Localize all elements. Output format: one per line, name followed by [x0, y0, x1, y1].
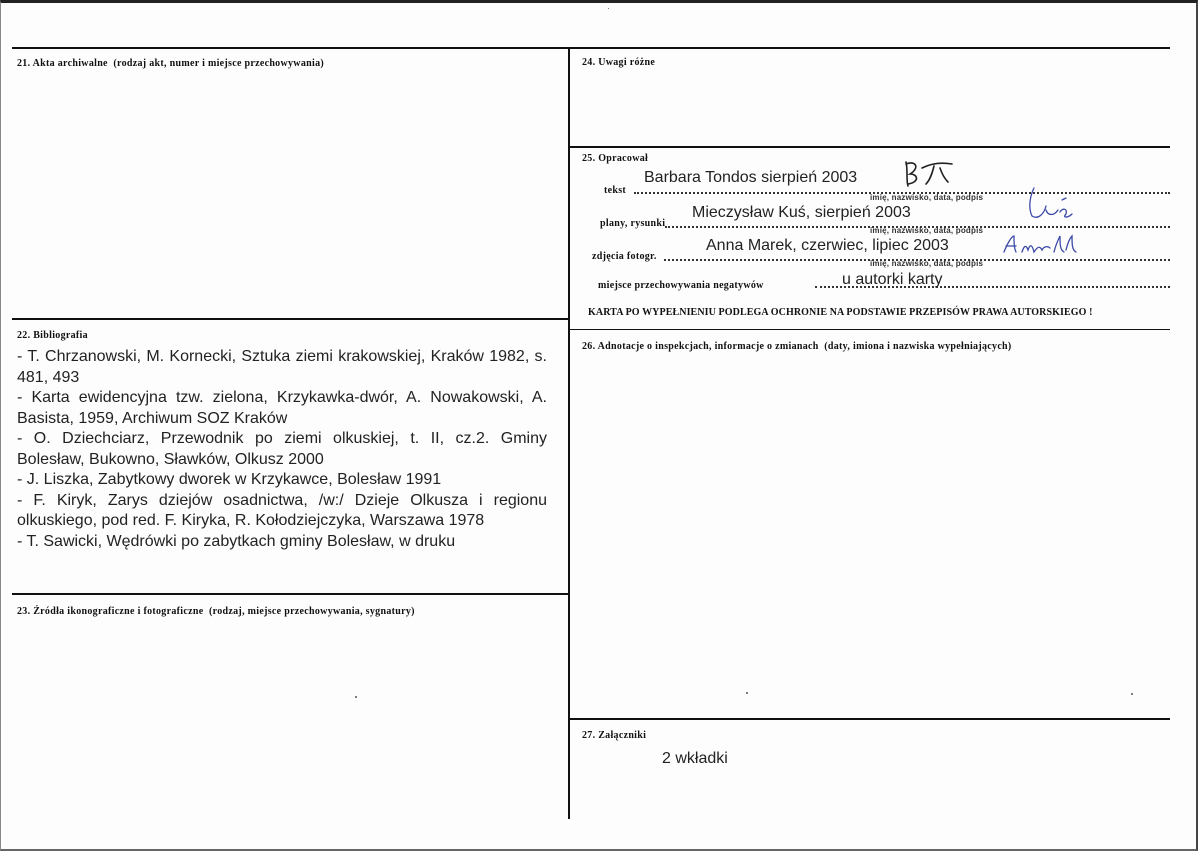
- section-25-title: [582, 153, 648, 164]
- plans-author-caption: imię, nazwisko, data, podpis: [870, 226, 984, 235]
- scan-speck: [746, 692, 748, 694]
- signature-plans-author: [1016, 186, 1076, 224]
- bibliography-item: - J. Liszka, Zabytkowy dworek w Krzykawce, Bolesław 1991: [17, 471, 442, 488]
- section-22-title: [17, 330, 88, 341]
- photos-author-label: zdjęcia fotogr.: [592, 251, 657, 262]
- section-21-title: [17, 58, 324, 69]
- section-23-title: [17, 606, 415, 617]
- section-24-title: [582, 57, 655, 68]
- section-23-heading: 23. Źródła ikonograficzne i fotograficzne: [17, 606, 204, 617]
- bibliography-item: - T. Sawicki, Wędrówki po zabytkach gminy Bolesław, w druku: [17, 532, 456, 550]
- signature-text-author: [900, 158, 960, 190]
- section-27-title: [582, 730, 646, 741]
- section-21-subtitle: (rodzaj akt, numer i miejsce przechowywania): [113, 58, 324, 69]
- copyright-notice: KARTA PO WYPEŁNIENIU PODLEGA OCHRONIE NA PODSTAWIE PRZEPISÓW PRAWA AUTORSKIEGO !: [588, 307, 1093, 318]
- plans-author-label: plany, rysunki: [600, 218, 666, 229]
- attachments-value: 2 wkładki: [662, 750, 728, 767]
- rule-25-26: [568, 329, 1170, 330]
- negatives-location-value: u autorki karty: [842, 271, 943, 288]
- section-26-title: [582, 341, 1012, 352]
- photos-author-value: Anna Marek, czerwiec, lipiec 2003: [706, 237, 949, 254]
- rule-21-22: [12, 318, 568, 320]
- rule-22-23: [12, 593, 568, 595]
- top-rule: [12, 47, 1170, 49]
- rule-24-25: [568, 146, 1170, 148]
- bibliography-list: [17, 347, 547, 552]
- section-25-heading: 25. Opracował: [582, 153, 649, 164]
- text-author-value: Barbara Tondos sierpień 2003: [644, 169, 858, 186]
- signature-photos-author: [1000, 232, 1084, 258]
- scan-speck: [355, 696, 357, 698]
- negatives-location-label: miejsce przechowywania negatywów: [598, 280, 764, 291]
- plans-author-value: Mieczysław Kuś, sierpień 2003: [692, 204, 911, 221]
- bibliography-item: - O. Dziechciarz, Przewodnik po ziemi olkuskiej, t. II, cz.2. Gminy Bolesław, Bukowno, Sławków, Olkusz 2000: [17, 430, 547, 468]
- text-author-label: tekst: [604, 185, 627, 196]
- bibliography-item: - T. Chrzanowski, M. Kornecki, Sztuka ziemi krakowskiej, Kraków 1982, s. 481, 493: [17, 348, 547, 386]
- bibliography-item: - F. Kiryk, Zarys dziejów osadnictwa, /w:/ Dzieje Olkusza i regionu olkuskiego, pod red. F. Kiryka, R. Kołodziejczyka, Warszawa 1978: [17, 491, 547, 529]
- center-divider: [568, 47, 570, 819]
- section-26-subtitle: (daty, imiona i nazwiska wypełniających): [824, 341, 1012, 352]
- section-26-heading: 26. Adnotacje o inspekcjach, informacje o zmianach: [582, 341, 819, 352]
- scan-speck: [608, 8, 609, 9]
- photos-author-caption: imię, nazwisko, data, podpis: [870, 259, 984, 268]
- section-27-heading: 27. Załączniki: [582, 730, 647, 741]
- scan-speck: [1131, 693, 1133, 695]
- bibliography-item: - Karta ewidencyjna tzw. zielona, Krzykawka-dwór, A. Nowakowski, A. Basista, 1959, Archiwum SOZ Kraków: [17, 389, 547, 427]
- section-21-heading: 21. Akta archiwalne: [17, 58, 108, 69]
- section-22-heading: 22. Bibliografia: [17, 330, 88, 341]
- section-24-heading: 24. Uwagi różne: [582, 57, 656, 68]
- text-author-caption: imię, nazwisko, data, podpis: [870, 193, 984, 202]
- section-23-subtitle: (rodzaj, miejsce przechowywania, sygnatury): [209, 606, 415, 617]
- rule-26-27: [568, 718, 1170, 720]
